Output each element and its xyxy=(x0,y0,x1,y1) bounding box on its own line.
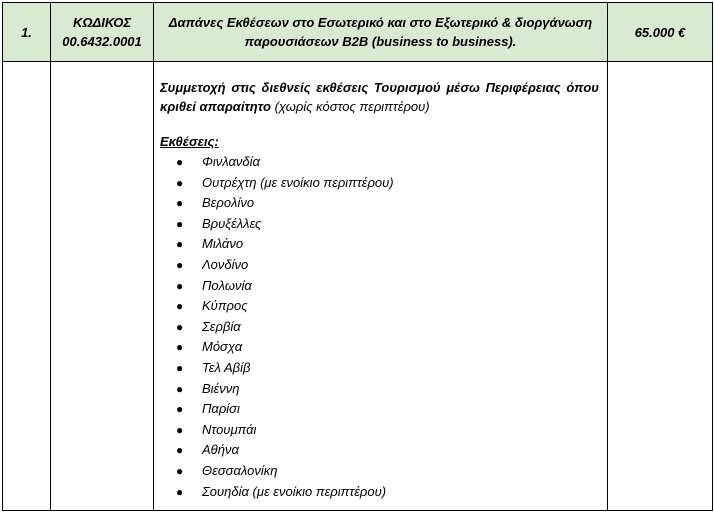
bullet-icon: ● xyxy=(176,360,184,375)
exhibition-name: Ντουμπάι xyxy=(202,421,257,437)
empty-amount-cell xyxy=(608,62,713,511)
intro-paragraph xyxy=(160,78,599,116)
bullet-icon: ● xyxy=(176,381,184,396)
list-item xyxy=(160,482,599,503)
bullet-icon: ● xyxy=(176,402,184,417)
list-item xyxy=(160,296,599,317)
exhibition-name: Αθήνα xyxy=(202,442,239,458)
list-item xyxy=(160,420,599,441)
item-amount: 65.000 € xyxy=(608,3,713,62)
header-row xyxy=(3,3,713,62)
exhibitions-list xyxy=(160,152,599,502)
list-item xyxy=(160,337,599,358)
exhibition-name: Βιέννη xyxy=(202,380,240,396)
bullet-icon: ● xyxy=(176,216,184,231)
item-number: 1. xyxy=(3,3,51,62)
list-item xyxy=(160,173,599,194)
details-cell xyxy=(154,62,608,511)
list-item xyxy=(160,234,599,255)
list-item xyxy=(160,317,599,338)
exhibition-name: Θεσσαλονίκη xyxy=(202,462,278,478)
bullet-icon: ● xyxy=(176,155,184,169)
exhibition-name: Σερβία xyxy=(202,318,241,334)
exhibition-name: Πολωνία xyxy=(202,277,252,293)
list-item xyxy=(160,461,599,482)
exhibition-name: Σουηδία (με ενοίκιο περιπτέρου) xyxy=(202,483,387,499)
code-value: 00.6432.0001 xyxy=(62,34,142,49)
exhibition-name: Μόσχα xyxy=(202,339,243,355)
bullet-icon: ● xyxy=(176,299,184,314)
empty-code-cell xyxy=(51,62,154,511)
list-item xyxy=(160,399,599,420)
bullet-icon: ● xyxy=(176,278,184,293)
list-item xyxy=(160,440,599,461)
intro-bold-text: Συμμετοχή στις διεθνείς εκθέσεις Τουρισμού μέσω Περιφέρειας όπου κριθεί απαραίτητο xyxy=(160,80,599,114)
bullet-icon: ● xyxy=(176,196,184,211)
bullet-icon: ● xyxy=(176,237,184,252)
bullet-icon: ● xyxy=(176,319,184,334)
item-description: Δαπάνες Εκθέσεων στο Εσωτερικό και στο Εξωτερικό & διοργάνωση παρουσιάσεων B2B (business to business). xyxy=(154,3,608,62)
exhibition-name: Βερολίνο xyxy=(202,195,255,211)
bullet-icon: ● xyxy=(176,443,184,458)
intro-note: (χωρίς κόστος περιπτέρου) xyxy=(270,99,430,114)
bullet-icon: ● xyxy=(176,257,184,272)
bullet-icon: ● xyxy=(176,484,184,499)
list-item xyxy=(160,358,599,379)
exhibition-name: Κύπρος xyxy=(202,298,248,314)
exhibition-name: Παρίσι xyxy=(202,401,240,417)
body-row xyxy=(3,62,713,511)
list-item xyxy=(160,152,599,173)
exhibition-name: Φινλανδία xyxy=(202,154,260,169)
exhibition-name: Λονδίνο xyxy=(202,256,249,272)
list-item xyxy=(160,214,599,235)
exhibition-name: Μιλάνο xyxy=(202,236,244,252)
item-code-cell xyxy=(51,3,154,62)
budget-table xyxy=(2,2,713,511)
bullet-icon: ● xyxy=(176,463,184,478)
bullet-icon: ● xyxy=(176,422,184,437)
exhibitions-heading: Εκθέσεις: xyxy=(160,134,219,149)
bullet-icon: ● xyxy=(176,340,184,355)
exhibition-name: Ουτρέχτη (με ενοίκιο περιπτέρου) xyxy=(202,174,394,190)
list-item xyxy=(160,276,599,297)
exhibition-name: Τελ Αβίβ xyxy=(202,359,251,375)
list-item xyxy=(160,379,599,400)
bullet-icon: ● xyxy=(176,175,184,190)
list-item xyxy=(160,255,599,276)
code-label: ΚΩΔΙΚΟΣ xyxy=(72,15,132,30)
exhibition-name: Βρυξέλλες xyxy=(202,215,262,231)
empty-number-cell xyxy=(3,62,51,511)
list-item xyxy=(160,193,599,214)
